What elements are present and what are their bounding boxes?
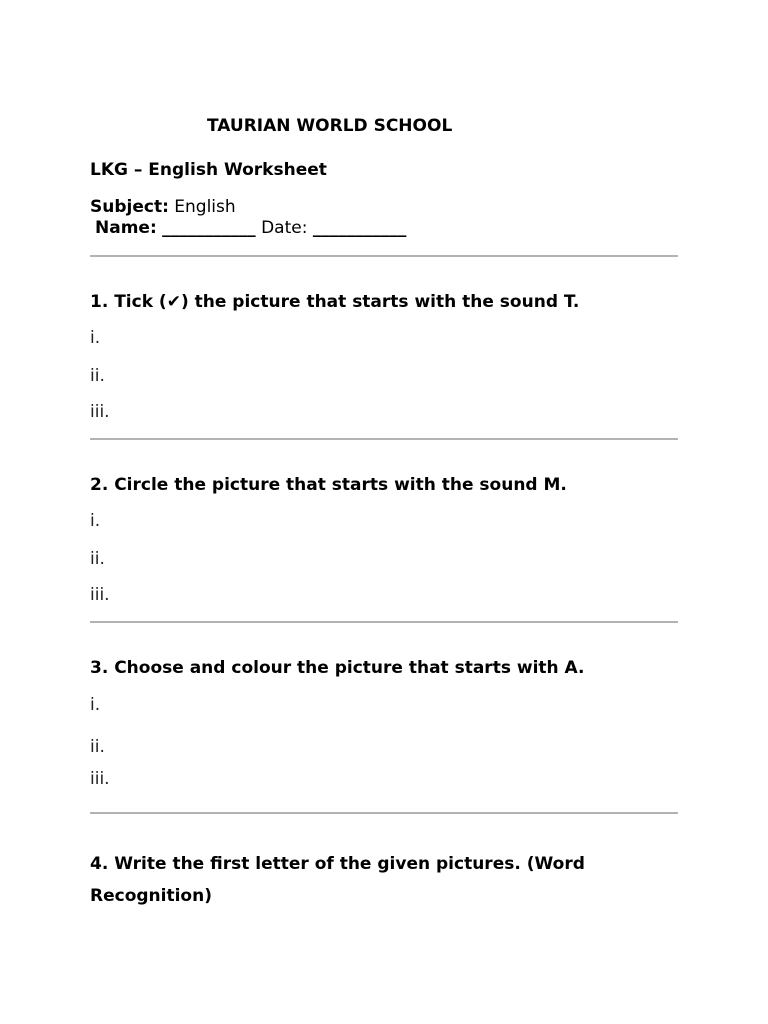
question-1-text: 1. Tick (✔) the picture that starts with the sound T. (90, 292, 580, 312)
date-label: Date: (261, 218, 308, 238)
name-date-line (95, 220, 406, 237)
school-name: TAURIAN WORLD SCHOOL (207, 116, 453, 136)
question-3-text: 3. Choose and colour the picture that starts with A. (90, 658, 585, 678)
worksheet-title: LKG – English Worksheet (90, 160, 327, 180)
divider-2 (90, 438, 678, 440)
name-blank: ___________ (162, 218, 256, 238)
question-1-option-2: ii. (90, 366, 105, 386)
question-1-option-1: i. (90, 328, 101, 348)
subject-line (90, 199, 236, 216)
question-3-option-3: iii. (90, 769, 110, 789)
question-2-text: 2. Circle the picture that starts with the sound M. (90, 475, 567, 495)
question-3-option-2: ii. (90, 737, 105, 757)
divider-3 (90, 621, 678, 623)
question-2-option-2: ii. (90, 549, 105, 569)
worksheet-page (90, 0, 678, 1024)
question-4-text: 4. Write the first letter of the given pictures. (Word Recognition) (90, 854, 585, 906)
subject-value: English (174, 197, 236, 217)
subject-label: Subject: (90, 197, 169, 217)
divider-4 (90, 812, 678, 814)
question-1-option-3: iii. (90, 402, 110, 422)
question-2-option-3: iii. (90, 585, 110, 605)
divider-1 (90, 255, 678, 257)
question-3-option-1: i. (90, 695, 101, 715)
question-2-option-1: i. (90, 511, 101, 531)
date-blank: ___________ (312, 218, 407, 238)
name-label: Name: (95, 218, 157, 238)
